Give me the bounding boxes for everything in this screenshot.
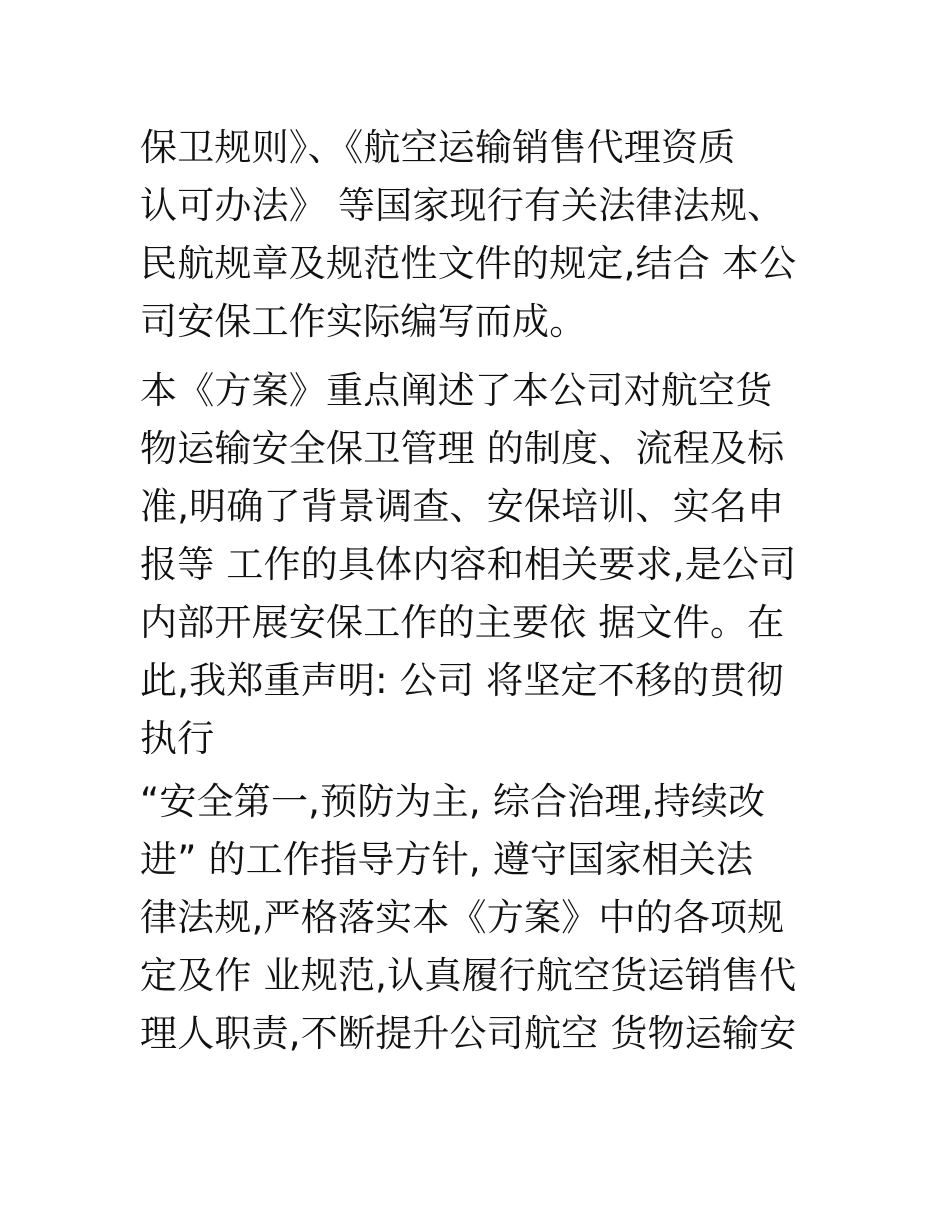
- text-line: 理人职责,不断提升公司航空 货物运输安: [140, 1012, 797, 1055]
- text-line: 内部开展安保工作的主要依 据文件。在: [140, 601, 785, 644]
- text-line: 准,明确了背景调查、安保培训、实名申: [140, 485, 785, 528]
- text-line: 保卫规则》、《航空运输销售代理资质: [140, 126, 736, 169]
- paragraph-1: [140, 119, 820, 351]
- text-line: “安全第一,预防为主, 综合治理,持续改: [140, 780, 766, 823]
- text-line: 认可办法》 等国家现行有关法律法规、: [140, 184, 785, 227]
- text-line: 律法规,严格落实本《方案》中的各项规: [140, 896, 785, 939]
- paragraph-2: [140, 362, 820, 768]
- text-line: 此,我郑重声明: 公司 将坚定不移的贯彻: [140, 659, 784, 702]
- text-line: 司安保工作实际编写而成。: [140, 300, 587, 343]
- text-line: 报等 工作的具体内容和相关要求,是公司: [140, 543, 797, 586]
- text-line: 执行: [140, 717, 215, 760]
- text-line: 本《方案》重点阐述了本公司对航空货: [140, 369, 773, 412]
- text-line: 定及作 业规范,认真履行航空货运销售代: [140, 954, 797, 997]
- text-line: 进” 的工作指导方针, 遵守国家相关法: [140, 838, 754, 881]
- text-line: 民航规章及规范性文件的规定,结合 本公: [140, 242, 797, 285]
- paragraph-3: [140, 773, 820, 1063]
- text-line: 物运输安全保卫管理 的制度、流程及标: [140, 427, 785, 470]
